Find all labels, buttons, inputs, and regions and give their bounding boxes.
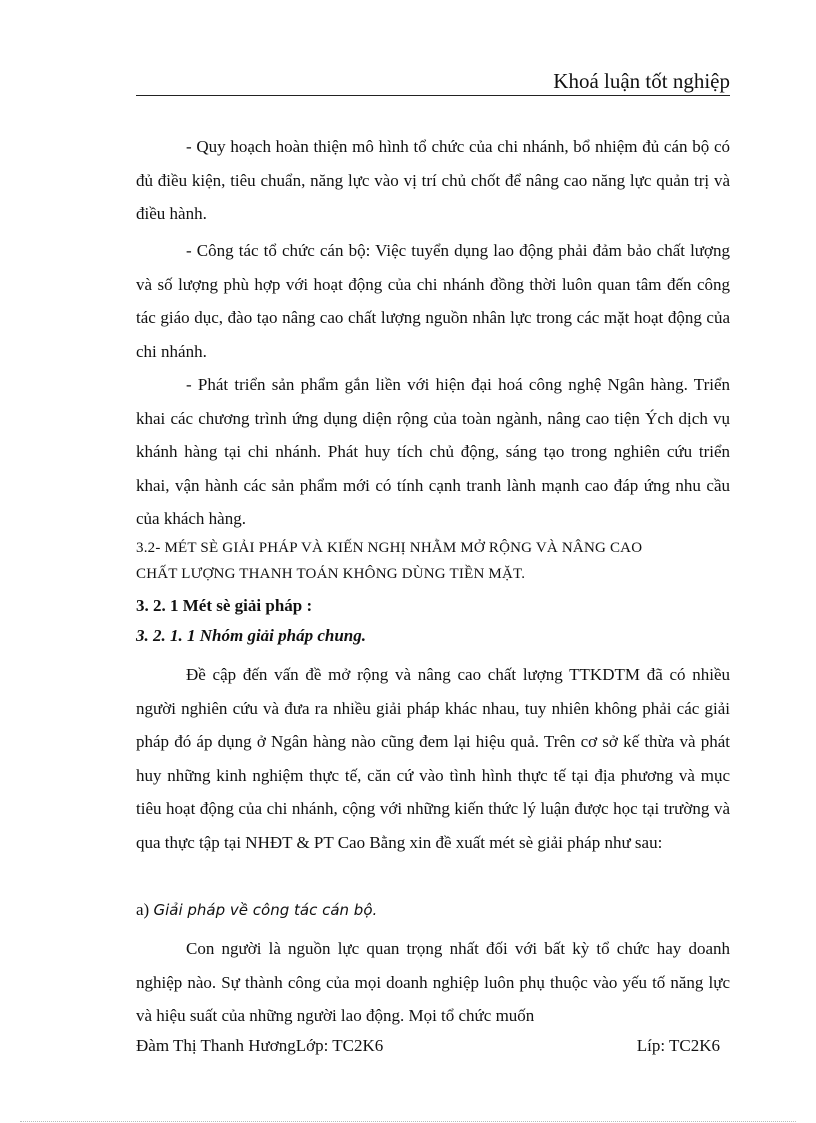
section-heading-line2: CHẤT LƯỢNG THANH TOÁN KHÔNG DÙNG TIỀN MẶT. [136, 566, 526, 582]
footer-class: Líp: TC2K6 [636, 1036, 720, 1055]
footer-author: Đàm Thị Thanh HươngLớp: TC2K6 [136, 1036, 384, 1055]
paragraph-org-model: - Quy hoạch hoàn thiện mô hình tổ chức của chi nhánh, bổ nhiệm đủ cán bộ có đủ điều kiện, tiêu chuẩn, năng lực vào vị trí chủ chốt để nâng cao năng lực quản trị và điều hành. [136, 137, 730, 223]
page-bottom-divider [20, 1121, 796, 1122]
item-a-title: Giải pháp về công tác cán bộ. [153, 901, 378, 919]
paragraph-human-resources: Con người là nguồn lực quan trọng nhất đối với bất kỳ tổ chức hay doanh nghiệp nào. Sự thành công của mọi doanh nghiệp luôn phụ thuộc vào yếu tố năng lực và hiệu suất của những người lao động. Mọi tổ chức muốn [136, 939, 730, 1025]
subsubsection-heading: 3. 2. 1. 1 Nhóm giải pháp chung. [136, 626, 367, 645]
section-heading-line1: 3.2- MÉT SÈ GIẢI PHÁP VÀ KIẾN NGHỊ NHẰM MỞ RỘNG VÀ NÂNG CAO [136, 540, 643, 556]
page-footer [136, 1034, 720, 1058]
item-a-prefix: a) [136, 900, 154, 919]
item-a-heading [136, 898, 377, 922]
running-header: Khoá luận tốt nghiệp [553, 69, 730, 93]
paragraph-product-development: - Phát triển sản phẩm gắn liền với hiện đại hoá công nghệ Ngân hàng. Triển khai các chương trình ứng dụng diện rộng của toàn ngành, nâng cao tiện Ých dịch vụ khánh hàng tại chi nhánh. Phát huy tích chủ động, sáng tạo trong nghiên cứu triển khai, vận hành các sản phẩm mới có tính cạnh tranh lành mạnh cao đáp ứng nhu cầu của khách hàng. [136, 375, 730, 528]
subsection-heading: 3. 2. 1 Mét sè giải pháp : [136, 596, 313, 615]
paragraph-staff-organization: - Công tác tổ chức cán bộ: Việc tuyển dụng lao động phải đảm bảo chất lượng và số lượng phù hợp với hoạt động của chi nhánh đồng thời luôn quan tâm đến công tác giáo dục, đào tạo nâng cao chất lượng nguồn nhân lực trong các mặt hoạt động của chi nhánh. [136, 241, 730, 361]
header-divider [136, 95, 730, 96]
paragraph-intro-solutions: Đề cập đến vấn đề mở rộng và nâng cao chất lượng TTKDTM đã có nhiều người nghiên cứu và đưa ra nhiều giải pháp khác nhau, tuy nhiên không phải các giải pháp đó áp dụng ở Ngân hàng nào cũng đem lại hiệu quả. Trên cơ sở kế thừa và phát huy những kinh nghiệm thực tế, căn cứ vào tình hình thực tế tại địa phương và mục tiêu hoạt động của chi nhánh, cộng với những kiến thức lý luận được học tại trường và qua thực tập tại NHĐT & PT Cao Bằng xin đề xuất mét sè giải pháp như sau: [136, 665, 730, 852]
